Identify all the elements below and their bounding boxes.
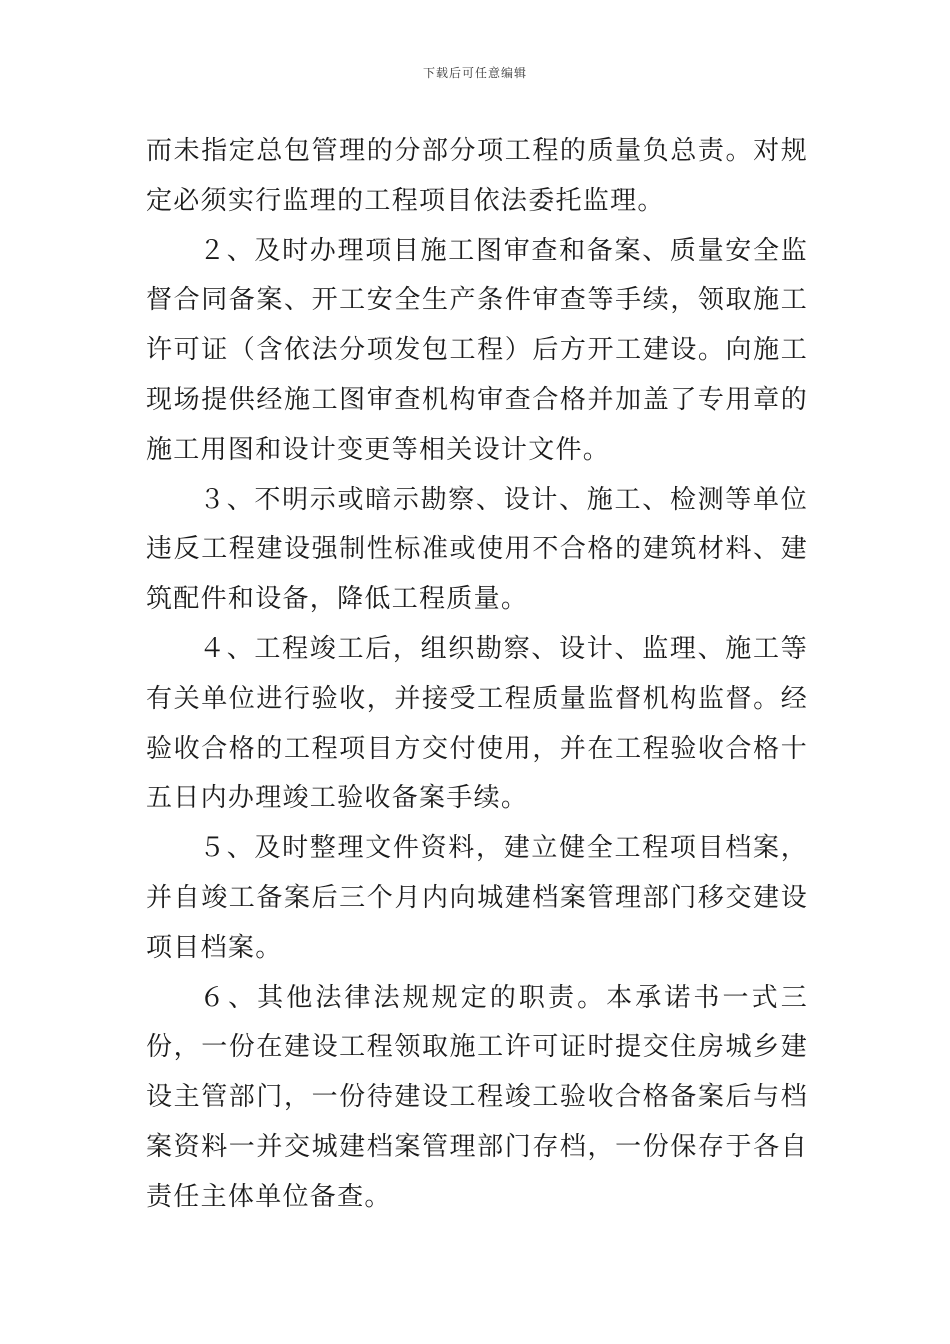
paragraph-item-2: ２、及时办理项目施工图审查和备案、质量安全监督合同备案、开工安全生产条件审查等手续，领取施工许可证（含依法分项发包工程）后方开工建设。向施工现场提供经施工图审查机构审查合格并加盖了专用章的施工用图和设计变更等相关设计文件。 (146, 235, 808, 465)
document-body (146, 127, 808, 1223)
paragraph-continuation: 而未指定总包管理的分部分项工程的质量负总责。对规定必须实行监理的工程项目依法委托监理。 (146, 136, 808, 216)
paragraph-item-5: ５、及时整理文件资料，建立健全工程项目档案，并自竣工备案后三个月内向城建档案管理部门移交建设项目档案。 (146, 833, 808, 963)
paragraph-item-3: ３、不明示或暗示勘察、设计、施工、检测等单位违反工程建设强制性标准或使用不合格的建筑材料、建筑配件和设备，降低工程质量。 (146, 484, 808, 615)
paragraph-item-4: ４、工程竣工后，组织勘察、设计、监理、施工等有关单位进行验收，并接受工程质量监督机构监督。经验收合格的工程项目方交付使用，并在工程验收合格十五日内办理竣工验收备案手续。 (146, 633, 808, 814)
paragraph-item-6: ６、其他法律法规规定的职责。本承诺书一式三份，一份在建设工程领取施工许可证时提交住房城乡建设主管部门，一份待建设工程竣工验收合格备案后与档案资料一并交城建档案管理部门存档，一份保存于各自责任主体单位备查。 (146, 982, 808, 1212)
page-header-note: 下载后可任意编辑 (422, 66, 527, 80)
